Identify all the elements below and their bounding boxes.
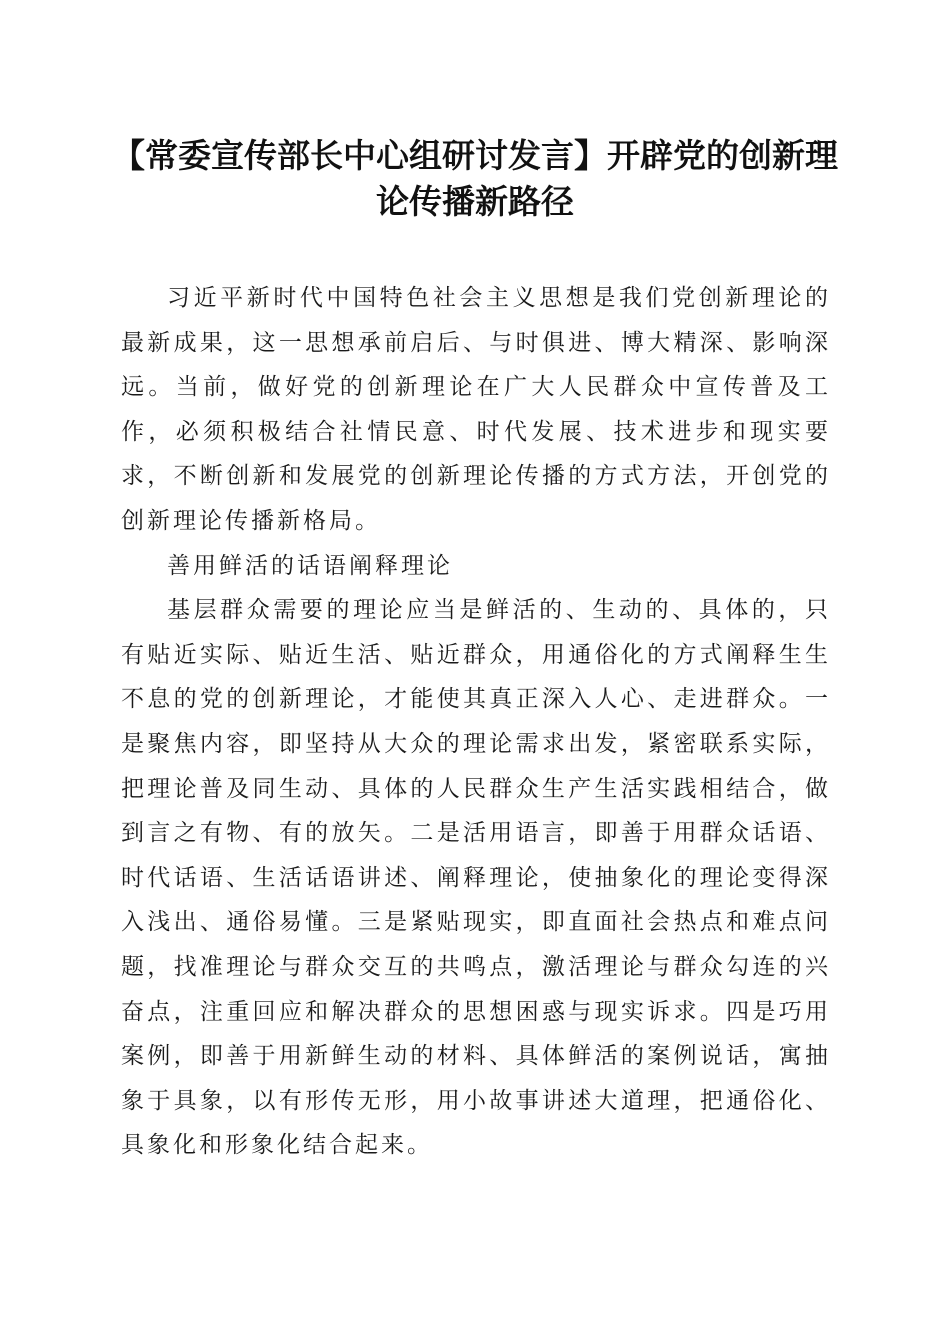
document-body [121, 276, 831, 1168]
body-paragraph: 基层群众需要的理论应当是鲜活的、生动的、具体的，只有贴近实际、贴近生活、贴近群众，用通俗化的方式阐释生生不息的党的创新理论，才能使其真正深入人心、走进群众。一是聚焦内容，即坚持从大众的理论需求出发，紧密联系实际，把理论普及同生动、具体的人民群众生产生活实践相结合，做到言之有物、有的放矢。二是活用语言，即善于用群众话语、时代话语、生活话语讲述、阐释理论，使抽象化的理论变得深入浅出、通俗易懂。三是紧贴现实，即直面社会热点和难点问题，找准理论与群众交互的共鸣点，激活理论与群众勾连的兴奋点，注重回应和解决群众的思想困惑与现实诉求。四是巧用案例，即善于用新鲜生动的材料、具体鲜活的案例说话，寓抽象于具象，以有形传无形，用小故事讲述大道理，把通俗化、具象化和形象化结合起来。 [121, 597, 831, 1159]
section-heading: 善用鲜活的话语阐释理论 [167, 552, 453, 579]
document-title: 【常委宣传部长中心组研讨发言】开辟党的创新理论传播新路径 [112, 136, 838, 221]
intro-paragraph: 习近平新时代中国特色社会主义思想是我们党创新理论的最新成果，这一思想承前启后、与时俱进、博大精深、影响深远。当前，做好党的创新理论在广大人民群众中宣传普及工作，必须积极结合社情民意、时代发展、技术进步和现实要求，不断创新和发展党的创新理论传播的方式方法，开创党的创新理论传播新格局。 [121, 285, 831, 534]
